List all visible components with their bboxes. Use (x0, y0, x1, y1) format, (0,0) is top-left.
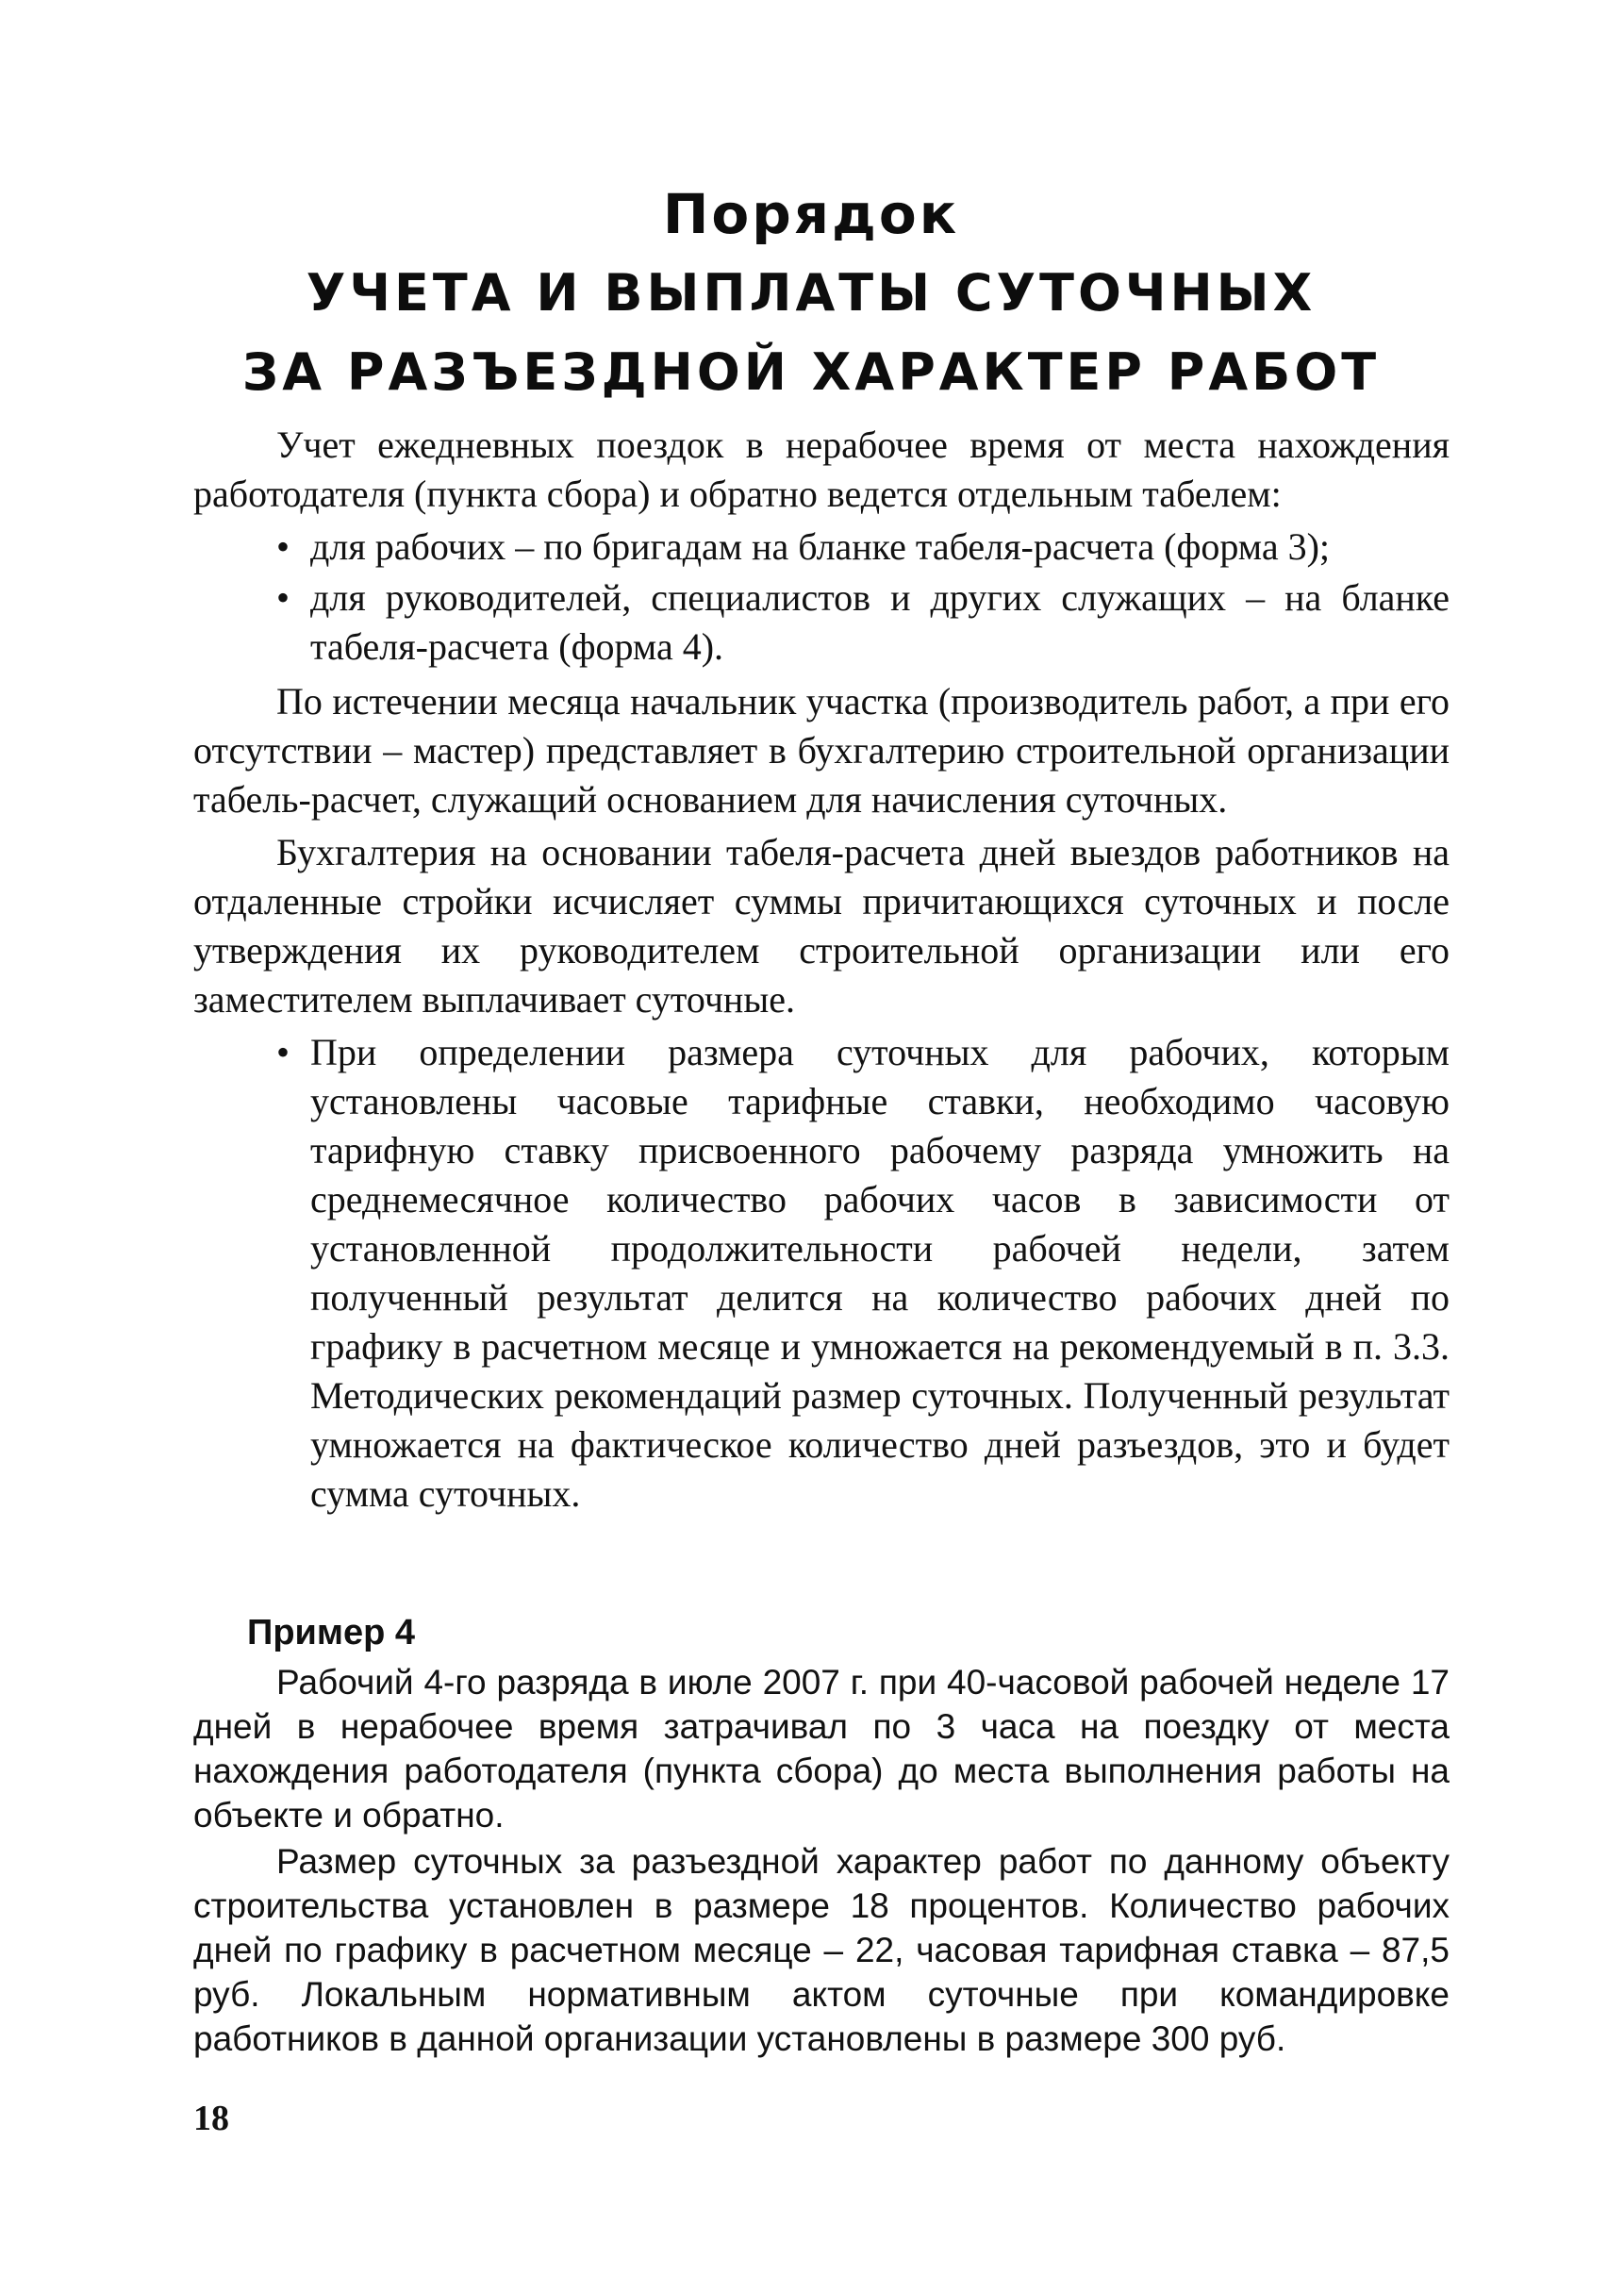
bullet-item (193, 573, 1450, 672)
page-title (179, 174, 1443, 412)
title-line-1: Порядок (662, 182, 960, 246)
bullet-text: для рабочих – по бригадам на бланке табеля-расчета (форма 3); (310, 525, 1331, 568)
intro-paragraph: Учет ежедневных поездок в нерабочее время от места нахождения работодателя (пункта сбора) и обратно ведется отдельным табелем: (193, 423, 1450, 515)
paragraph-report: По истечении месяца начальник участка (производитель работ, а при его отсутствии – мастер) представляет в бухгалтерию строительной организации табель-расчет, служащий основанием для начисления суточных. (193, 680, 1450, 821)
paragraph-accounting: Бухгалтерия на основании табеля-расчета дней выездов работников на отдаленные стройки исчисляет суммы причитающихся суточных и после утверждения их руководителем строительной организации или его заместителем выплачивает суточные. (193, 831, 1450, 1021)
title-line-3: ЗА РАЗЪЕЗДНОЙ ХАРАКТЕР РАБОТ (241, 342, 1381, 402)
example-heading: Пример 4 (247, 1613, 416, 1652)
bullet-item (193, 1028, 1450, 1519)
bullet-text: При определении размера суточных для рабочих, которым установлены часовые тарифные ставки, необходимо часовую тарифную ставку присвоенного рабочему разряда умножить на среднемесячное количество рабочих часов в зависимости от установленной продолжительности рабочей недели, затем полученный результат делится на количество рабочих дней по графику в расчетном месяце и умножается на рекомендуемый в п. 3.3. Методических рекомендаций размер суточных. Полученный результат умножается на фактическое количество дней разъездов, это и будет сумма суточных. (310, 1031, 1450, 1515)
bullet-icon: • (276, 576, 290, 619)
bullet-icon: • (276, 525, 290, 568)
main-text (193, 421, 1450, 1524)
example-paragraph: Рабочий 4-го разряда в июле 2007 г. при 40-часовой рабочей неделе 17 дней в нерабочее время затрачивал по 3 часа на поездку от места нахождения работодателя (пункта сбора) до места выполнения работы на объекте и обратно. (193, 1663, 1450, 1835)
example-paragraph: Размер суточных за разъездной характер работ по данному объекту строительства установлен в размере 18 процентов. Количество рабочих дней по графику в расчетном месяце – 22, часовая тарифная ставка – 87,5 руб. Локальным нормативным актом суточные при командировке работников в данной организации установлены в размере 300 руб. (193, 1842, 1450, 2058)
page-number: 18 (193, 2099, 229, 2138)
bullet-text: для руководителей, специалистов и других служащих – на бланке табеля-расчета (форма 4). (310, 576, 1450, 668)
bullet-list-calculation (193, 1028, 1450, 1519)
bullet-item (193, 523, 1450, 572)
bullet-list (193, 523, 1450, 672)
example-text (193, 1660, 1450, 2063)
bullet-icon: • (276, 1031, 290, 1073)
title-line-2: УЧЕТА И ВЫПЛАТЫ СУТОЧНЫХ (306, 263, 1317, 323)
